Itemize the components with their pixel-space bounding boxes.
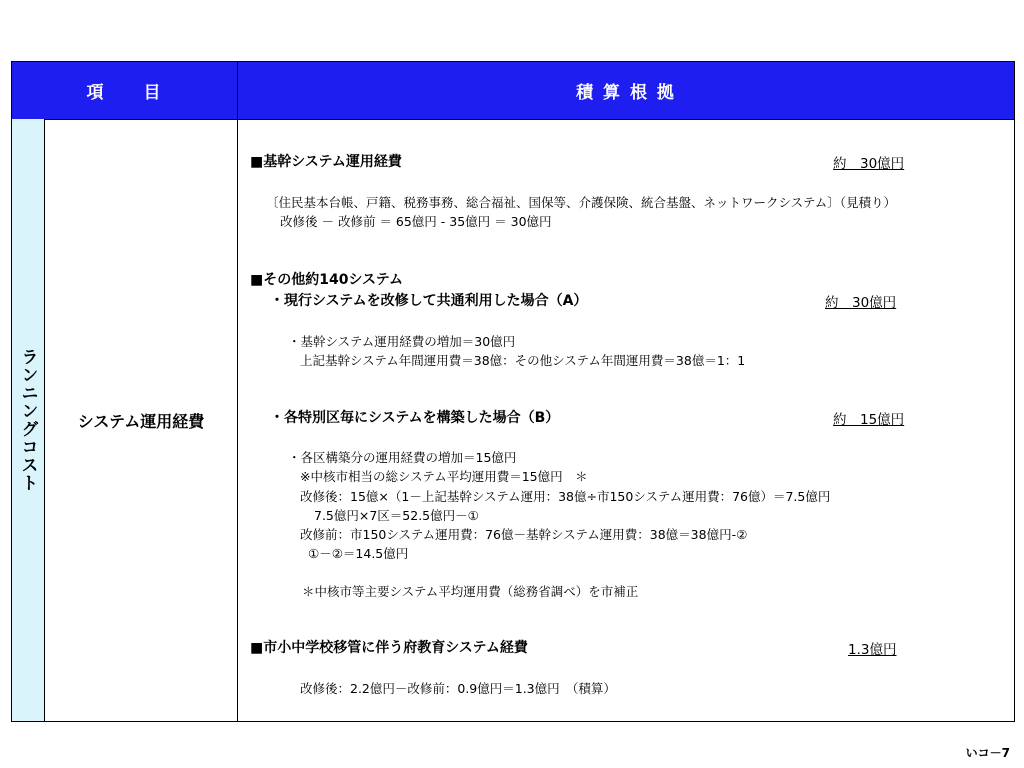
page-number: いコ－7 <box>965 746 1010 760</box>
estimate-table <box>11 61 1015 722</box>
table-header <box>12 62 1014 120</box>
case-a-amount: 約 30億円 <box>825 295 897 311</box>
core-title: ■基幹システム運用経費 <box>250 154 402 170</box>
case-b-line-1: ・各区構築分の運用経費の増加＝15億円 <box>288 450 517 465</box>
other-title: ■その他約140システム <box>250 272 404 288</box>
case-b-title: ・各特別区毎にシステムを構築した場合（B） <box>270 410 560 426</box>
core-line-2: 改修後 － 改修前 ＝ 65億円 - 35億円 ＝ 30億円 <box>280 214 552 229</box>
case-a-title: ・現行システムを改修して共通利用した場合（A） <box>270 293 588 309</box>
core-amount: 約 30億円 <box>833 156 905 172</box>
category-cell <box>12 119 45 721</box>
basis-cell <box>238 119 1014 721</box>
item-name: システム運用経費 <box>77 411 205 431</box>
case-b-line-6: ①－②＝14.5億円 <box>308 546 409 561</box>
header-basis-column: 積 算 根 拠 <box>576 83 676 103</box>
case-a-line-1: ・基幹システム運用経費の増加＝30億円 <box>288 334 516 349</box>
edu-amount: 1.3億円 <box>848 642 897 658</box>
item-cell <box>45 119 238 721</box>
category-label: ランニングコスト <box>17 348 38 492</box>
edu-title: ■市小中学校移管に伴う府教育システム経費 <box>250 640 528 656</box>
case-b-line-2: ※中核市相当の総システム平均運用費＝15億円 ＊ <box>300 469 588 484</box>
case-b-line-4: 7.5億円×7区＝52.5億円－① <box>314 508 479 523</box>
case-b-line-3: 改修後：15億×（1－上記基幹システム運用：38億÷市150システム運用費：76億）＝7.5億円 <box>300 489 831 504</box>
case-b-amount: 約 15億円 <box>833 412 905 428</box>
case-a-line-2: 上記基幹システム年間運用費＝38億：その他システム年間運用費＝38億＝1：1 <box>300 353 746 368</box>
header-item-column: 項 目 <box>12 62 238 119</box>
core-line-1: 〔住民基本台帳、戸籍、税務事務、総合福祉、国保等、介護保険、統合基盤、ネットワークシステム〕（見積り） <box>266 195 897 210</box>
edu-line-1: 改修後：2.2億円－改修前：0.9億円＝1.3億円 （積算） <box>300 681 616 696</box>
case-b-note: ＊中核市等主要システム平均運用費（総務省調べ）を市補正 <box>302 584 639 599</box>
case-b-line-5: 改修前：市150システム運用費：76億－基幹システム運用費：38億＝38億円-② <box>300 527 748 542</box>
